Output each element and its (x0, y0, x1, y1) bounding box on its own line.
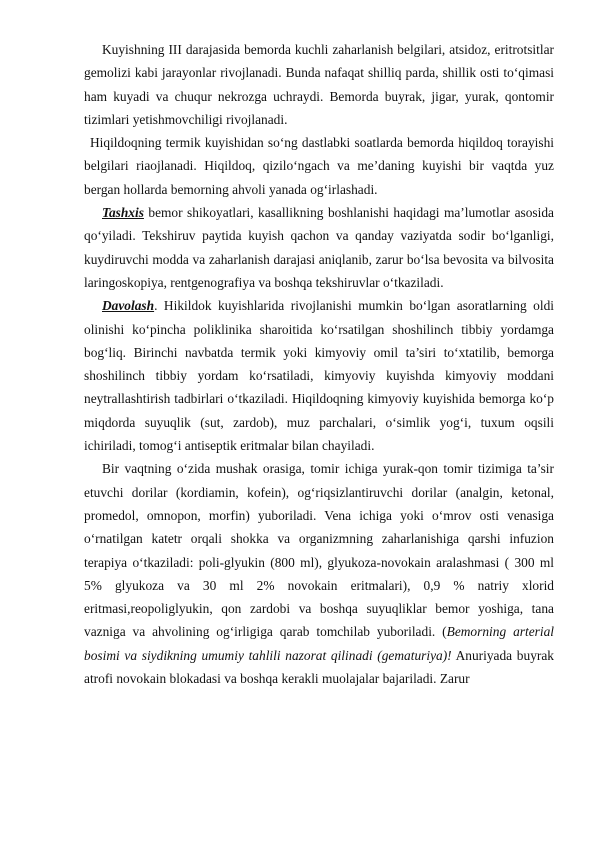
infusion-text: Bir vaqtning o‘zida mushak orasiga, tomir ichiga yurak-qon tomir tizimiga ta’sir etuvchi dorilar (kordiamin, kofein), og‘riqsizlantiruvchi dorilar (analgin, ketonal, promedol, omnopon, morfin) yuboriladi. Vena ichiga yoki o‘mrov osti venasiga o‘rnatilgan katetr orqali shokka va organizmning zaharlanishiga qarshi infuzion terapiya o‘tkaziladi: poli-glyukin (800 ml), glyukoza-novokain aralashmasi ( 300 ml 5% glyukoza va 30 ml 2% novokain eritmalari), 0,9 % natriy xlorid eritmasi,reopoliglyukin, qon zardobi va boshqa suyuqliklar bemor yoshiga, tana vazniga va ahvolining og‘irligiga qarab tomchilab yuboriladi. ( (84, 461, 554, 640)
treatment-term: Davolash (102, 298, 155, 314)
paragraph-diagnosis (84, 201, 554, 294)
paragraph-thermal-burn: Hiqildoqning termik kuyishidan so‘ng dastlabki soatlarda bemorda hiqildoq torayishi belgilari riaojlanadi. Hiqildoq, qizilo‘ngach va me’daning kuyishi bir vaqtda yuz bergan hollarda bemorning ahvoli yanada og‘irlashadi. (84, 135, 554, 197)
infusion-text-end: Anuriyada buyrak atrofi novokain blokadasi va boshqa kerakli muolajalar bajariladi. Zarur (84, 647, 554, 687)
paragraph-treatment (84, 294, 554, 457)
treatment-text: . Hikildok kuyishlarida rivojlanishi mumkin bo‘lgan asoratlarning oldi olinishi ko‘pincha poliklinika sharoitida ko‘rsatilgan shoshilinch tibbiy yordamga bog‘liq. Birinchi navbatda termik yoki kimyoviy omil ta’siri to‘xtatilib, bemorga shoshilinch tibbiy yordam ko‘rsatiladi, kimyoviy kuyishda kimyoviy moddani neytrallashtirish tadbirlari o‘tkaziladi. Hiqildoqning kimyoviy kuyishida bemorga ko‘p miqdorda suyuqlik (sut, zardob), muz parchalari, o‘simlik yog‘i, tuxum oqsili ichiriladi, tomog‘i antiseptik eritmalar bilan chayiladi. (84, 298, 554, 454)
diagnosis-text: bemor shikoyatlari, kasallikning boshlanishi haqidagi ma’lumotlar asosida qo‘yiladi. Tekshiruv paytida kuyish qachon va qanday vaziyatda sodir bo‘lganligi, kuydiruvchi modda va zaharlanish darajasi aniqlanib, zarur bo‘lsa bevosita va bilvosita laringoskopiya, rentgenografiya va boshqa tekshiruvlar o‘tkaziladi. (84, 205, 554, 290)
document-page (84, 38, 554, 690)
paragraph-burn-grade-three: Kuyishning III darajasida bemorda kuchli zaharlanish belgilari, atsidoz, eritrotsitlar gemolizi kabi jarayonlar rivojlanadi. Bunda nafaqat shilliq parda, shillik osti to‘qimasi ham kuyadi va chuqur nekrozga uchraydi. Bemorda buyrak, jigar, yurak, qontomir tizimlari yetishmovchiligi rivojlanadi. (84, 42, 554, 127)
infusion-italic-note: Bemorning arterial bosimi va siydikning umumiy tahlili nazorat qilinadi (gematuriya)! (84, 624, 554, 663)
diagnosis-term: Tashxis (102, 205, 144, 221)
paragraph-infusion-therapy (84, 457, 554, 690)
